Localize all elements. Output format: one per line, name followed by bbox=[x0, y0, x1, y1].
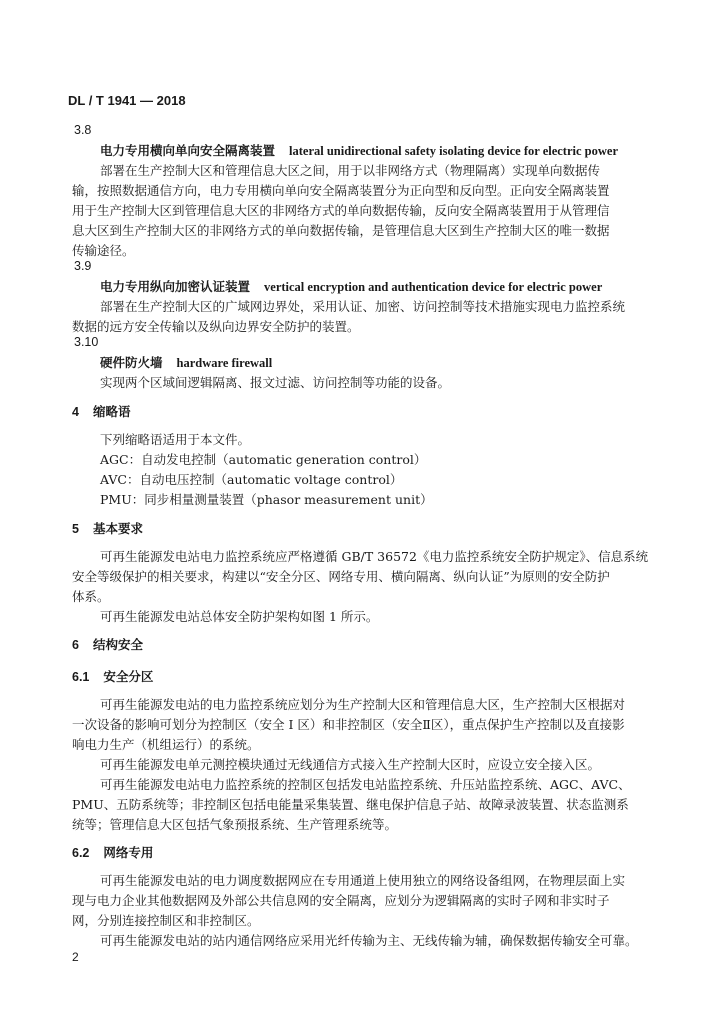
section-number: 6.1 bbox=[72, 670, 90, 684]
section-title: 缩略语 bbox=[92, 405, 131, 419]
paragraph-line: 响电力生产（机组运行）的系统。 bbox=[72, 737, 260, 752]
section-title: 安全分区 bbox=[103, 670, 154, 684]
term-zh: 硬件防火墙 bbox=[100, 355, 163, 370]
subsection-heading bbox=[72, 843, 153, 861]
paragraph-line: 实现两个区域间逻辑隔离、报文过滤、访问控制等功能的设备。 bbox=[100, 375, 451, 390]
paragraph-line: 可再生能源发电单元测控模块通过无线通信方式接入生产控制大区时，应设立安全接入区。 bbox=[100, 757, 601, 772]
paragraph-line: 数据的远方安全传输以及纵向边界安全防护的装置。 bbox=[72, 319, 360, 334]
paragraph-line: 统等；管理信息大区包括气象预报系统、生产管理系统等。 bbox=[72, 817, 398, 832]
paragraph-line: 安全等级保护的相关要求，构建以“安全分区、网络专用、横向隔离、纵向认证”为原则的安全防护 bbox=[72, 569, 610, 584]
paragraph-line: 可再生能源发电站总体安全防护架构如图 1 所示。 bbox=[100, 609, 379, 624]
term-zh: 电力专用横向单向安全隔离装置 bbox=[100, 143, 276, 158]
section-title: 基本要求 bbox=[92, 522, 143, 536]
section-title: 结构安全 bbox=[92, 638, 143, 652]
clause-number: 3.9 bbox=[74, 259, 92, 273]
abbreviation-item: PMU：同步相量测量装置（phasor measurement unit） bbox=[100, 492, 433, 507]
paragraph-line: 可再生能源发电站电力监控系统的控制区包括发电站监控系统、升压站监控系统、AGC、AVC、 bbox=[100, 777, 631, 792]
term-en: lateral unidirectional safety isolating device for electric power bbox=[289, 144, 618, 158]
term-en: hardware firewall bbox=[176, 356, 273, 370]
term-title bbox=[100, 277, 602, 295]
section-number: 6 bbox=[72, 638, 79, 652]
abbreviation-item: AVC：自动电压控制（automatic voltage control） bbox=[100, 472, 403, 487]
page-number: 2 bbox=[72, 950, 79, 964]
section-title: 网络专用 bbox=[103, 846, 154, 860]
paragraph-line: 用于生产控制大区到管理信息大区的非网络方式的单向数据传输，反向安全隔离装置用于从管理信 bbox=[72, 203, 610, 218]
paragraph-line: 部署在生产控制大区和管理信息大区之间，用于以非网络方式（物理隔离）实现单向数据传 bbox=[100, 163, 601, 178]
paragraph-line: 下列缩略语适用于本文件。 bbox=[100, 432, 251, 447]
section-heading bbox=[72, 635, 143, 653]
paragraph-line: 息大区到生产控制大区的非网络方式的单向数据传输，是管理信息大区到生产控制大区的唯一数据 bbox=[72, 223, 610, 238]
section-number: 5 bbox=[72, 522, 79, 536]
section-heading bbox=[72, 402, 130, 420]
paragraph-line: 现与电力企业其他数据网及外部公共信息网的安全隔离，应划分为逻辑隔离的实时子网和非实时子 bbox=[72, 893, 610, 908]
clause-number: 3.8 bbox=[74, 123, 92, 137]
term-en: vertical encryption and authentication device for electric power bbox=[264, 280, 603, 294]
paragraph-line: 可再生能源发电站的电力调度数据网应在专用通道上使用独立的网络设备组网，在物理层面上实 bbox=[100, 873, 626, 888]
paragraph-line: 一次设备的影响可划分为控制区（安全 I 区）和非控制区（安全Ⅱ区），重点保护生产控制以及直接影 bbox=[72, 717, 625, 732]
section-number: 4 bbox=[72, 405, 79, 419]
section-heading bbox=[72, 519, 143, 537]
paragraph-line: 部署在生产控制大区的广域网边界处，采用认证、加密、访问控制等技术措施实现电力监控系统 bbox=[100, 299, 626, 314]
paragraph-line: 可再生能源发电站的站内通信网络应采用光纤传输为主、无线传输为辅，确保数据传输安全可靠。 bbox=[100, 933, 638, 948]
paragraph-line: 可再生能源发电站电力监控系统应严格遵循 GB/T 36572《电力监控系统安全防护规定》、信息系统 bbox=[100, 549, 649, 564]
paragraph-line: 传输途径。 bbox=[72, 243, 135, 258]
document-header: DL / T 1941 — 2018 bbox=[68, 93, 186, 108]
paragraph-line: 网，分别连接控制区和非控制区。 bbox=[72, 913, 260, 928]
paragraph-line: 可再生能源发电站的电力监控系统应划分为生产控制大区和管理信息大区，生产控制大区根据对 bbox=[100, 697, 626, 712]
section-number: 6.2 bbox=[72, 846, 90, 860]
subsection-heading bbox=[72, 667, 153, 685]
paragraph-line: 输，按照数据通信方向，电力专用横向单向安全隔离装置分为正向型和反向型。正向安全隔离装置 bbox=[72, 183, 610, 198]
term-title bbox=[100, 141, 618, 159]
term-title bbox=[100, 353, 272, 371]
paragraph-line: 体系。 bbox=[72, 589, 110, 604]
clause-number: 3.10 bbox=[74, 335, 99, 349]
paragraph-line: PMU、五防系统等；非控制区包括电能量采集装置、继电保护信息子站、故障录波装置、状态监测系 bbox=[72, 797, 629, 812]
abbreviation-item: AGC：自动发电控制（automatic generation control） bbox=[100, 452, 427, 467]
term-zh: 电力专用纵向加密认证装置 bbox=[100, 279, 251, 294]
